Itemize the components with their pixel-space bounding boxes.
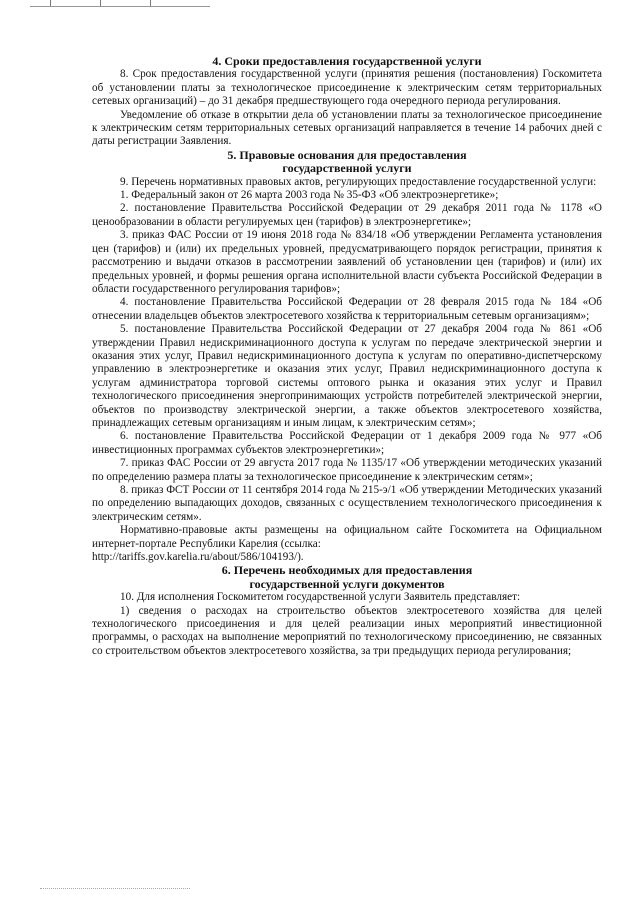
section-6-title-line-1: 6. Перечень необходимых для предоставления: [221, 563, 473, 578]
section-5-title-line-2: государственной услуги: [282, 161, 412, 176]
top-scan-line: [30, 0, 210, 7]
paragraph-refusal-notice: Уведомление об отказе в открытии дела об установлении платы за технологическое присоединение к электрическим сетям территориальных сетевых организаций направляется в течение 14 рабочих дней с даты регистрации Заявления.: [92, 108, 602, 148]
list-item: 8. приказ ФСТ России от 11 сентября 2014 года № 215-э/1 «Об утверждении Методических указаний по определению выпадающих доходов, связанных с осуществлением технологического присоединения к электрическим сетям».: [92, 484, 602, 523]
paragraph-site-reference: Нормативно-правовые акты размещены на официальном сайте Госкомитета на Официальном интернет-портале Республики Карелия (ссылка:: [92, 524, 602, 550]
paragraph-10: 10. Для исполнения Госкомитетом государственной услуги Заявитель представляет:: [120, 591, 521, 604]
document-page: [92, 55, 602, 658]
list-item: 7. приказ ФАС России от 29 августа 2017 года № 1135/17 «Об утверждении методических указаний по определению размера платы за технологическое присоединение к электрическим сетям»;: [92, 457, 602, 483]
list-item: 2. постановление Правительства Российской Федерации от 29 декабря 2011 года № 1178 «О ценообразовании в области регулируемых цен (тарифов) в электроэнергетике»;: [92, 202, 602, 228]
section-5-title-line-1: 5. Правовые основания для предоставления: [227, 147, 467, 162]
list-item: 3. приказ ФАС России от 19 июня 2018 года № 834/18 «Об утверждении Регламента установления цен (тарифов) и (или) их предельных уровней, предусматривающего порядок регистрации, принятия к рассмотрению и выдачи отказов в рассмотрении заявлений об установлении цен (тарифов) и (или) их предельных уровней, и формы решения органа исполнительной власти субъекта Российской Федерации в области государственного регулирования тарифов»;: [92, 229, 602, 295]
paragraph-9: 9. Перечень нормативных правовых актов, регулирующих предоставление государственной услуги:: [120, 175, 597, 188]
paragraph-10-item-1: 1) сведения о расходах на строительство объектов электросетевого хозяйства для целей технологического присоединения и для целей реализации иных мероприятий инвестиционной программы, о расходах на выполнение мероприятий по технологическому присоединению, не связанных со строительством объектов электросетевого хозяйства, за три предыдущих периода регулирования;: [92, 604, 602, 657]
list-item: 5. постановление Правительства Российской Федерации от 27 декабря 2004 года № 861 «Об утверждении Правил недискриминационного доступа к услугам по передаче электрической энергии и оказания этих услуг, Правил недискриминационного доступа к услугам по оперативно-диспетчерскому управлению в электроэнергетике и оказания этих услуг, Правил недискриминационного доступа к услугам администратора торговой системы оптового рынка и оказания этих услуг и Правил технологического присоединения энергопринимающих устройств потребителей электрической энергии, объектов по производству электрической энергии, а также объектов электросетевого хозяйства, принадлежащих сетевым организациям и иным лицам, к электрическим сетям»;: [92, 323, 602, 429]
list-item: 6. постановление Правительства Российской Федерации от 1 декабря 2009 года № 977 «Об инвестиционных программах субъектов электроэнергетики»;: [92, 430, 602, 456]
paragraph-8: 8. Срок предоставления государственной услуги (принятия решения (постановления) Госкомитета об установлении платы за технологическое присоединение к электрическим сетям территориальных сетевых организаций) – до 31 декабря предшествующего года очередного периода регулирования.: [92, 68, 602, 108]
bottom-scan-marks: [40, 888, 190, 895]
list-item: 1. Федеральный закон от 26 марта 2003 года № 35-ФЗ «Об электроэнергетике»;: [120, 189, 499, 202]
section-6-title-line-2: государственной услуги документов: [249, 576, 445, 591]
list-item: 4. постановление Правительства Российской Федерации от 28 февраля 2015 года № 184 «Об отнесении владельцев объектов электросетевого хозяйства к территориальным сетевым организациям»;: [92, 296, 602, 322]
section-4-title: 4. Сроки предоставления государственной услуги: [212, 54, 482, 68]
site-url: http://tariffs.gov.karelia.ru/about/586/104193/).: [92, 551, 304, 564]
